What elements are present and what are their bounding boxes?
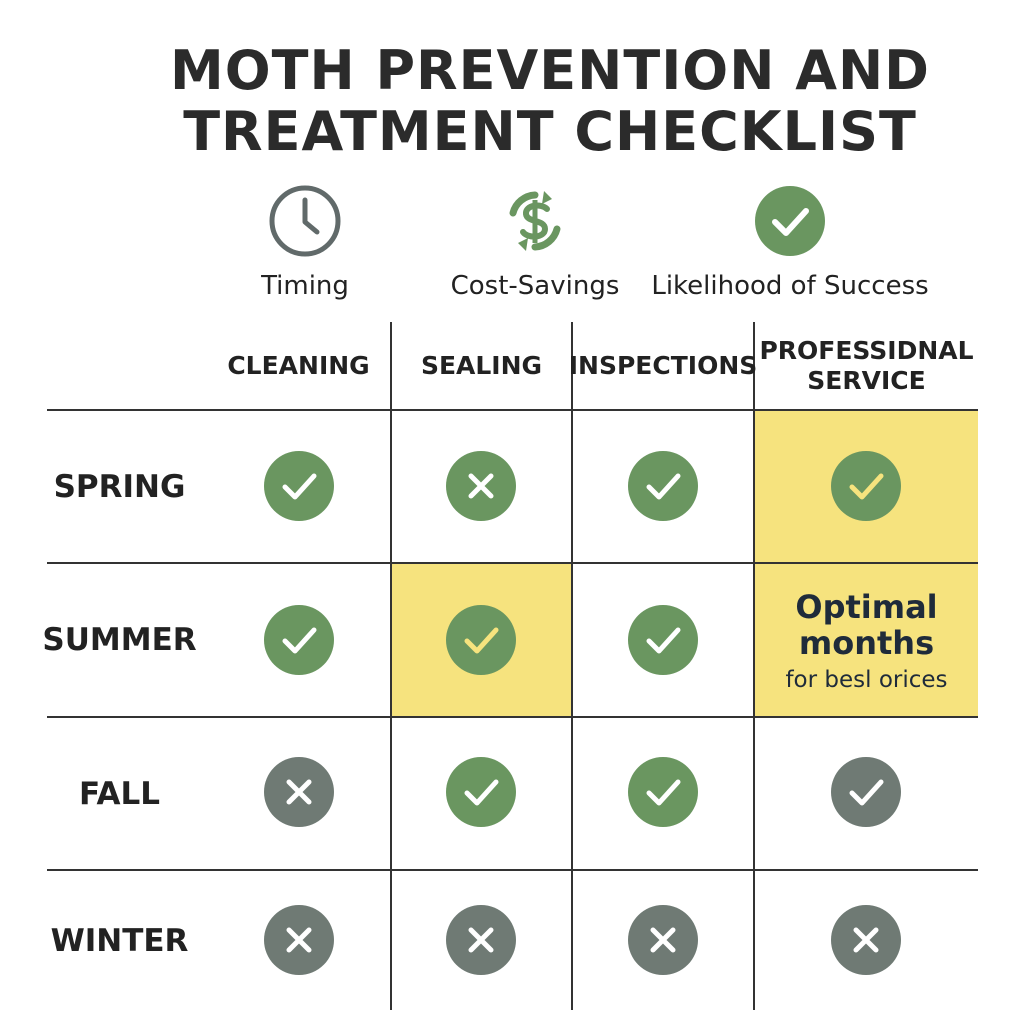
legend-cost-savings [395, 183, 675, 301]
title-line-1: MOTH PREVENTION AND [169, 39, 931, 102]
x-mark-icon [628, 905, 698, 975]
check-mark-icon [831, 451, 901, 521]
legend-label: Cost-Savings [450, 271, 620, 301]
title-line-2: TREATMENT CHECKLIST [183, 100, 917, 163]
legend-label: Likelihood of Success [651, 271, 929, 301]
row-header-fall: FALL [78, 775, 161, 812]
note-optimal-months [755, 565, 978, 717]
x-mark-icon [446, 451, 516, 521]
x-mark-icon [264, 905, 334, 975]
check-mark-icon [446, 605, 516, 675]
grid-line [390, 322, 392, 1010]
check-circle-icon [752, 183, 828, 259]
check-mark-icon [264, 605, 334, 675]
x-mark-icon [264, 757, 334, 827]
dollar-cycle-icon [497, 183, 573, 259]
row-header-summer: SUMMER [42, 622, 197, 658]
check-mark-icon [628, 757, 698, 827]
row-header-spring: SPRING [53, 468, 186, 505]
check-mark-icon [831, 757, 901, 827]
legend-label: Timing [261, 271, 349, 301]
check-mark-icon [628, 451, 698, 521]
column-header-cleaning: CLEANING [227, 351, 370, 380]
column-header-inspections: INSPECTIONS [568, 351, 758, 380]
legend-likelihood [650, 183, 930, 301]
clock-icon [267, 183, 343, 259]
grid-line [571, 322, 573, 1010]
check-mark-icon [446, 757, 516, 827]
x-mark-icon [446, 905, 516, 975]
note-line: Optimal [795, 588, 938, 626]
note-line: months [798, 624, 935, 662]
page-title [0, 40, 1024, 162]
column-header-professional-service: PROFESSIDNAL SERVICE [759, 336, 974, 395]
row-header-winter: WINTER [50, 922, 189, 959]
column-header-sealing: SEALING [420, 351, 543, 380]
note-line: for besl orices [785, 667, 948, 693]
checklist-grid [42, 322, 978, 1010]
check-mark-icon [628, 605, 698, 675]
x-mark-icon [831, 905, 901, 975]
check-mark-icon [264, 451, 334, 521]
